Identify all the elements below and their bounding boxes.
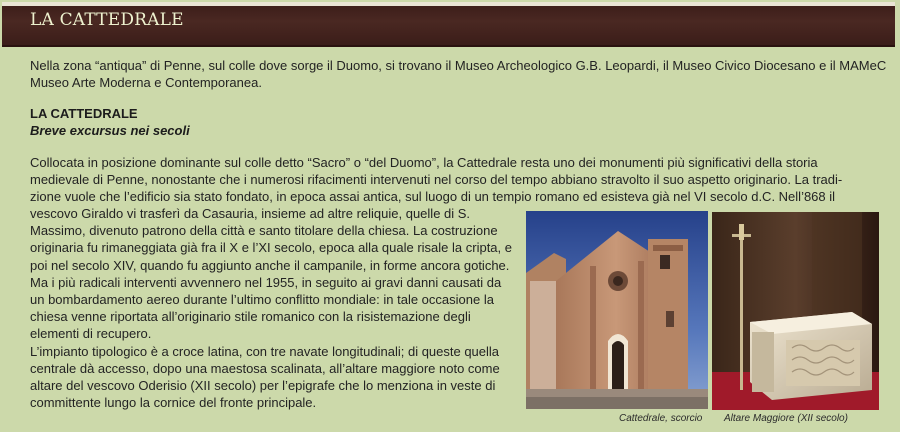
section-title: LA CATTEDRALE: [30, 106, 138, 121]
cathedral-caption: Cattedrale, scorcio: [619, 413, 703, 424]
body-paragraph-full-width: [30, 154, 890, 205]
body-history-paragraph: vescovo Giraldo vi trasferì da Casauria, insieme ad altre reliquie, quelle di S. Massimo, divenuto patrono della città e santo titolare della chiesa. La costruzione originaria fu rimaneggiata già fra il X e l’XI secolo, epoca alla quale risale la cripta, e poi nel secolo XIV, quando fu aggiunto anche il campanile, in forme ancora gotiche. Ma i più radicali interventi avvennero nel 1955, in seguito ai gravi danni causati da un bombardamento aereo durante l’ultimo conflitto mondiale: in tale occasione la chiesa venne riportata all’originario stile romanico con la risistemazione degli elementi di recupero.: [30, 206, 512, 342]
page-title: LA CATTEDRALE: [30, 10, 184, 30]
altar-photo: [712, 212, 879, 410]
cathedral-illustration: [526, 211, 708, 409]
altar-caption: Altare Maggiore (XII secolo): [724, 413, 848, 424]
body-line: medievale di Penne, nonostante che i numerosi rifacimenti intervenuti nel corso del tempo abbiano stravolto il suo aspetto originario. La tradi-: [30, 172, 843, 187]
body-line: Collocata in posizione dominante sul colle detto “Sacro” o “del Duomo”, la Cattedrale resta uno dei monumenti più significativi della storia: [30, 155, 818, 170]
header-top-edge: [2, 2, 895, 6]
section-subtitle: Breve excursus nei secoli: [30, 123, 190, 138]
body-layout-paragraph: L’impianto tipologico è a croce latina, con tre navate longitudinali; di queste quella centrale dà accesso, dopo una maestosa scalinata, all’altare maggiore noto come altare del vescovo Oderisio (XII secolo) per l’epigrafe che lo menziona in veste di committente lungo la cornice del fronte principale.: [30, 343, 500, 411]
altar-illustration: [712, 212, 879, 410]
body-line: zione vuole che l’edificio sia stato fondato, in epoca assai antica, sul luogo di un tempio romano ed esisteva già nel VI secolo d.C. Nell’868 il: [30, 189, 836, 204]
cathedral-photo: [526, 211, 708, 409]
intro-paragraph: Nella zona “antiqua” di Penne, sul colle dove sorge il Duomo, si trovano il Museo Archeologico G.B. Leopardi, il Museo Civico Diocesano e il MAMeC Museo Arte Moderna e Contemporanea.: [30, 58, 887, 90]
header-bar: [2, 2, 895, 47]
body-paragraph-column: [30, 205, 518, 411]
